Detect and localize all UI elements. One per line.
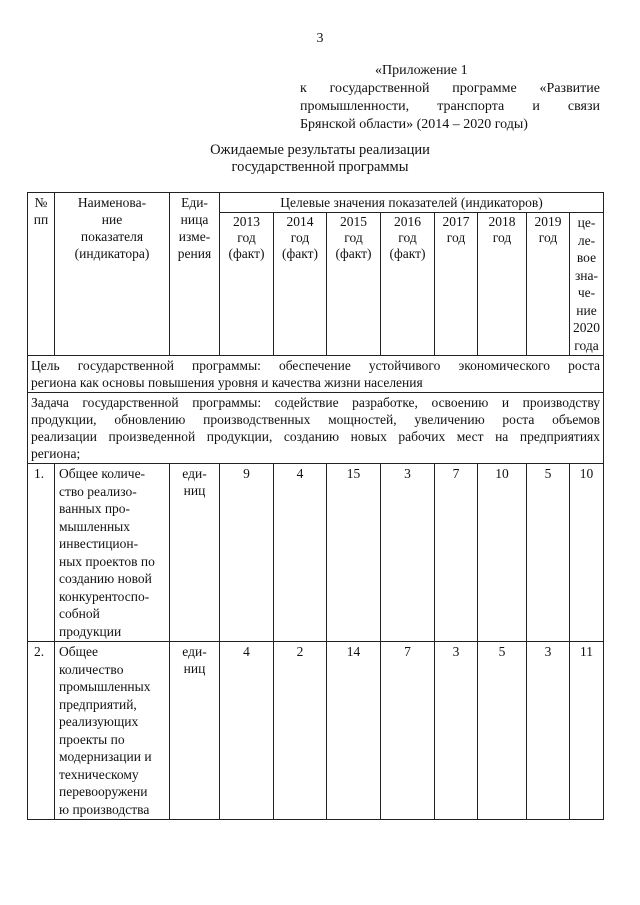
header-year-2017: 2017 год <box>435 213 478 356</box>
header-year-2013: 2013 год (факт) <box>220 213 274 356</box>
program-task: Задача государственной программы: содействие разработке, освоению и производству продукции, обновлению производственных мощностей, увеличению роста объемов реализации произведенной продукции, созданию новых рабочих мест на предприятиях региона; <box>28 393 604 464</box>
value-2020: 11 <box>570 642 604 820</box>
header-row <box>28 193 604 213</box>
appendix-title: «Приложение 1 <box>375 63 468 78</box>
appendix-line: к государственной программе «Развитие <box>300 81 600 96</box>
value-2017: 3 <box>435 642 478 820</box>
indicator-name: Общее количество промышленных предприятий, реализующих проекты по модернизации и техническому перевооружени ю производства <box>55 642 170 820</box>
value-2016: 7 <box>381 642 435 820</box>
row-number: 2. <box>28 642 55 820</box>
table-row <box>28 642 604 820</box>
indicator-name: Общее количе- ство реализо- ванных про- мышленных инвестицион- ных проектов по созданию новой конкурентоспо- собной продукции <box>55 464 170 642</box>
appendix-header <box>300 62 600 134</box>
header-year-2018: 2018 год <box>478 213 527 356</box>
header-target-2020: це- ле- вое зна- че- ние 2020 года <box>570 213 604 356</box>
appendix-line: Брянской области» (2014 – 2020 годы) <box>300 117 528 132</box>
value-2016: 3 <box>381 464 435 642</box>
header-year-2014: 2014 год (факт) <box>274 213 327 356</box>
goal-row <box>28 356 604 393</box>
value-2013: 9 <box>220 464 274 642</box>
table-row <box>28 464 604 642</box>
unit-cell: еди- ниц <box>170 642 220 820</box>
header-year-2016: 2016 год (факт) <box>381 213 435 356</box>
value-2018: 10 <box>478 464 527 642</box>
header-target-values: Целевые значения показателей (индикаторов) <box>220 193 604 213</box>
document-title <box>0 142 640 176</box>
value-2019: 5 <box>527 464 570 642</box>
value-2018: 5 <box>478 642 527 820</box>
value-2014: 4 <box>274 464 327 642</box>
page-number: 3 <box>316 31 324 46</box>
header-year-2019: 2019 год <box>527 213 570 356</box>
document-title-line: Ожидаемые результаты реализации <box>210 142 430 158</box>
program-goal: Цель государственной программы: обеспечение устойчивого экономического роста региона как основы повышения уровня и качества жизни населения <box>28 356 604 393</box>
header-num: № пп <box>28 193 55 356</box>
header-unit: Еди- ница изме- рения <box>170 193 220 356</box>
row-number: 1. <box>28 464 55 642</box>
value-2019: 3 <box>527 642 570 820</box>
value-2013: 4 <box>220 642 274 820</box>
value-2014: 2 <box>274 642 327 820</box>
value-2017: 7 <box>435 464 478 642</box>
value-2015: 15 <box>327 464 381 642</box>
value-2020: 10 <box>570 464 604 642</box>
task-row <box>28 393 604 464</box>
header-year-2015: 2015 год (факт) <box>327 213 381 356</box>
appendix-line: промышленности, транспорта и связи <box>300 99 600 114</box>
header-indicator-name: Наименова- ние показателя (индикатора) <box>55 193 170 356</box>
value-2015: 14 <box>327 642 381 820</box>
unit-cell: еди- ниц <box>170 464 220 642</box>
document-title-line: государственной программы <box>231 159 409 175</box>
results-table <box>27 192 604 820</box>
